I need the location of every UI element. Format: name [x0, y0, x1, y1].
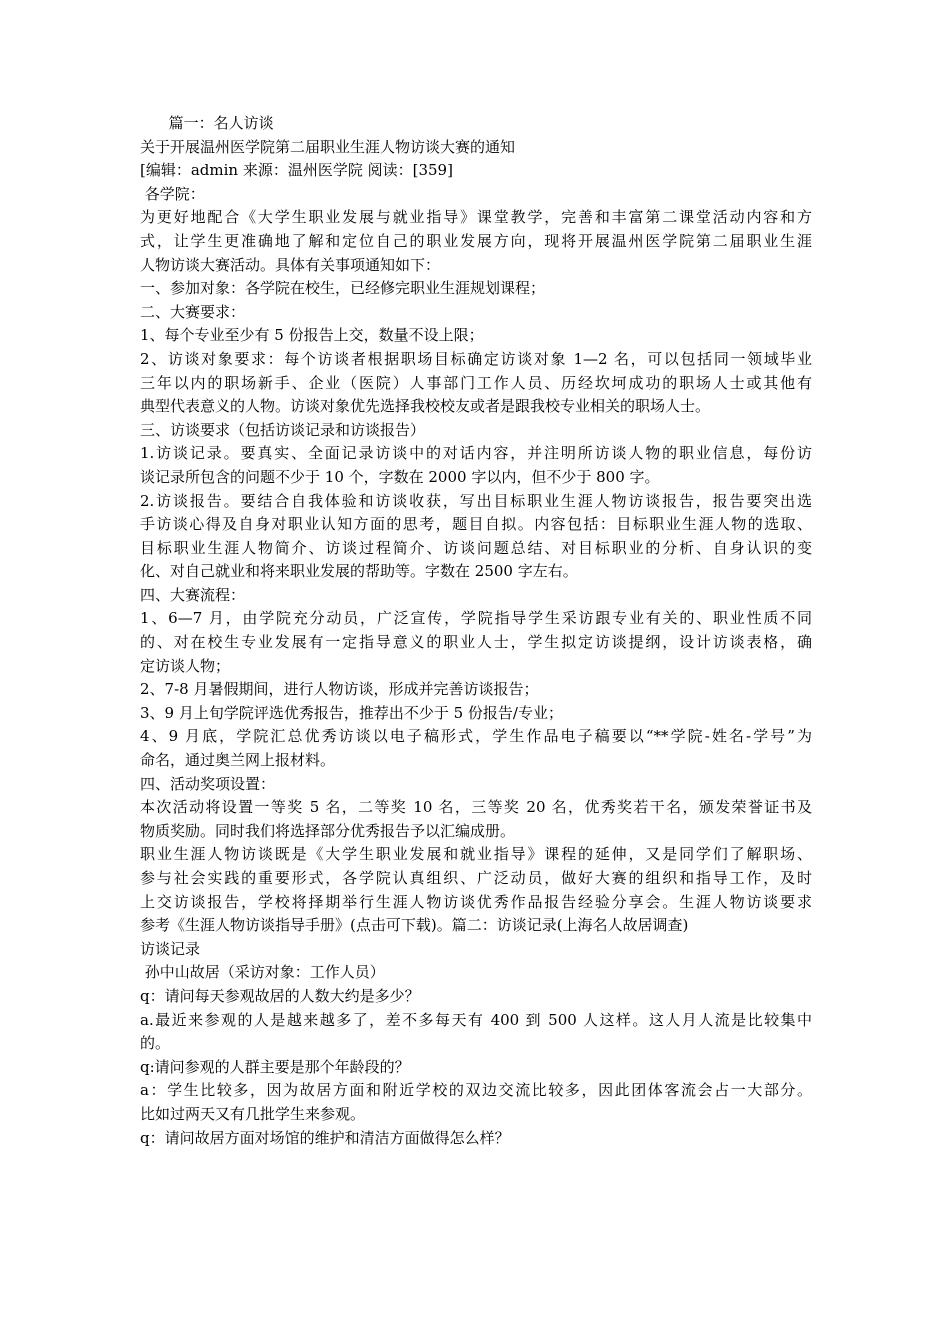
text-line: [编辑：admin 来源：温州医学院 阅读：[359]	[140, 161, 453, 180]
text-line: 访谈记录	[140, 939, 201, 958]
text-line: 典型代表意义的人物。访谈对象优先选择我校校友或者是跟我校专业相关的职场人士。	[140, 397, 711, 416]
text-line: 人物访谈大赛活动。具体有关事项通知如下：	[140, 255, 441, 274]
text-line: 谈记录所包含的问题不少于 10 个，字数在 2000 字以内，但不少于 800 字。	[140, 467, 660, 486]
text-line: 四、大赛流程：	[140, 585, 246, 604]
text-line: 一、参加对象：各学院在校生，已经修完职业生涯规划课程；	[140, 279, 546, 298]
text-line: 的。	[140, 1034, 171, 1053]
text-line: 孙中山故居（采访对象：工作人员）	[140, 963, 385, 982]
text-line: 本次活动将设置一等奖 5 名，二等奖 10 名，三等奖 20 名，优秀奖若干名，颁发荣誉证书及	[140, 798, 812, 817]
text-line: 化、对自己就业和将来职业发展的帮助等。字数在 2500 字左右。	[140, 562, 578, 581]
text-line: a.最近来参观的人是越来越多了，差不多每天有 400 到 500 人这样。这人月人流是比较集中	[140, 1010, 812, 1029]
text-line: 关于开展温州医学院第二届职业生涯人物访谈大赛的通知	[140, 137, 516, 156]
text-line: 2、访谈对象要求：每个访谈者根据职场目标确定访谈对象 1—2 名，可以包括同一领域毕业	[140, 349, 812, 368]
text-line: 为更好地配合《大学生职业发展与就业指导》课堂教学，完善和丰富第二课堂活动内容和方	[140, 208, 812, 227]
text-line: 物质奖励。同时我们将选择部分优秀报告予以汇编成册。	[140, 821, 516, 840]
text-line: 1、6—7 月，由学院充分动员，广泛宣传，学院指导学生采访跟专业有关的、职业性质不同	[140, 609, 812, 628]
text-line: 二、大赛要求：	[140, 302, 246, 321]
text-line: 2.访谈报告。要结合自我体验和访谈收获，写出目标职业生涯人物访谈报告，报告要突出选	[140, 491, 812, 510]
text-line: 的、对在校生专业发展有一定指导意义的职业人士，学生拟定访谈提纲，设计访谈表格，确	[140, 633, 812, 652]
text-line: 参与社会实践的重要形式，各学院认真组织、广泛动员，做好大赛的组织和指导工作，及时	[140, 869, 812, 887]
text-line: 3、9 月上旬学院评选优秀报告，推荐出不少于 5 份报告/专业；	[140, 703, 563, 722]
text-line: q:请问参观的人群主要是那个年龄段的？	[140, 1057, 410, 1076]
text-line: 职业生涯人物访谈既是《大学生职业发展和就业指导》课程的延伸，又是同学们了解职场、	[140, 845, 812, 864]
text-line: 目标职业生涯人物简介、访谈过程简介、访谈问题总结、对目标职业的分析、自身认识的变	[140, 538, 812, 557]
text-line: 三、访谈要求（包括访谈记录和访谈报告）	[140, 420, 426, 439]
text-line: 1、每个专业至少有 5 份报告上交，数量不设上限；	[140, 326, 484, 345]
text-line: 参考《生涯人物访谈指导手册》(点击可下载)。篇二：访谈记录(上海名人故居调查)	[140, 916, 689, 935]
text-line: q：请问每天参观故居的人数大约是多少？	[140, 986, 420, 1005]
text-line: 2、7-8 月暑假期间，进行人物访谈，形成并完善访谈报告；	[140, 680, 539, 699]
text-line: a：学生比较多，因为故居方面和附近学校的双边交流比较多，因此团体客流会占一大部分。	[140, 1081, 812, 1100]
text-line: 4、9 月底，学院汇总优秀访谈以电子稿形式，学生作品电子稿要以“**学院-姓名-学号”为	[140, 727, 812, 746]
text-line: 式，让学生更准确地了解和定位自己的职业发展方向，现将开展温州医学院第二届职业生涯	[140, 231, 812, 250]
text-line: 上交访谈报告，学校将择期举行生涯人物访谈优秀作品报告经验分享会。生涯人物访谈要求	[140, 892, 812, 911]
text-line: 比如过两天又有几批学生来参观。	[140, 1104, 366, 1123]
document-body	[140, 112, 812, 1150]
text-line: 三年以内的职场新手、企业（医院）人事部门工作人员、历经坎坷成功的职场人士或其他有	[140, 373, 812, 392]
text-line: 手访谈心得及自身对职业认知方面的思考，题目自拟。内容包括：目标职业生涯人物的选取、	[140, 515, 812, 534]
text-line: 各学院：	[140, 184, 205, 203]
text-line: 定访谈人物；	[140, 656, 231, 675]
text-line: 1.访谈记录。要真实、全面记录访谈中的对话内容，并注明所访谈人物的职业信息，每份访	[140, 444, 812, 463]
text-line: q：请问故居方面对场馆的维护和清洁方面做得怎么样？	[140, 1128, 510, 1147]
text-line: 命名，通过奥兰网上报材料。	[140, 751, 336, 770]
text-line: 篇一：名人访谈	[140, 114, 274, 132]
text-line: 四、活动奖项设置：	[140, 774, 276, 793]
